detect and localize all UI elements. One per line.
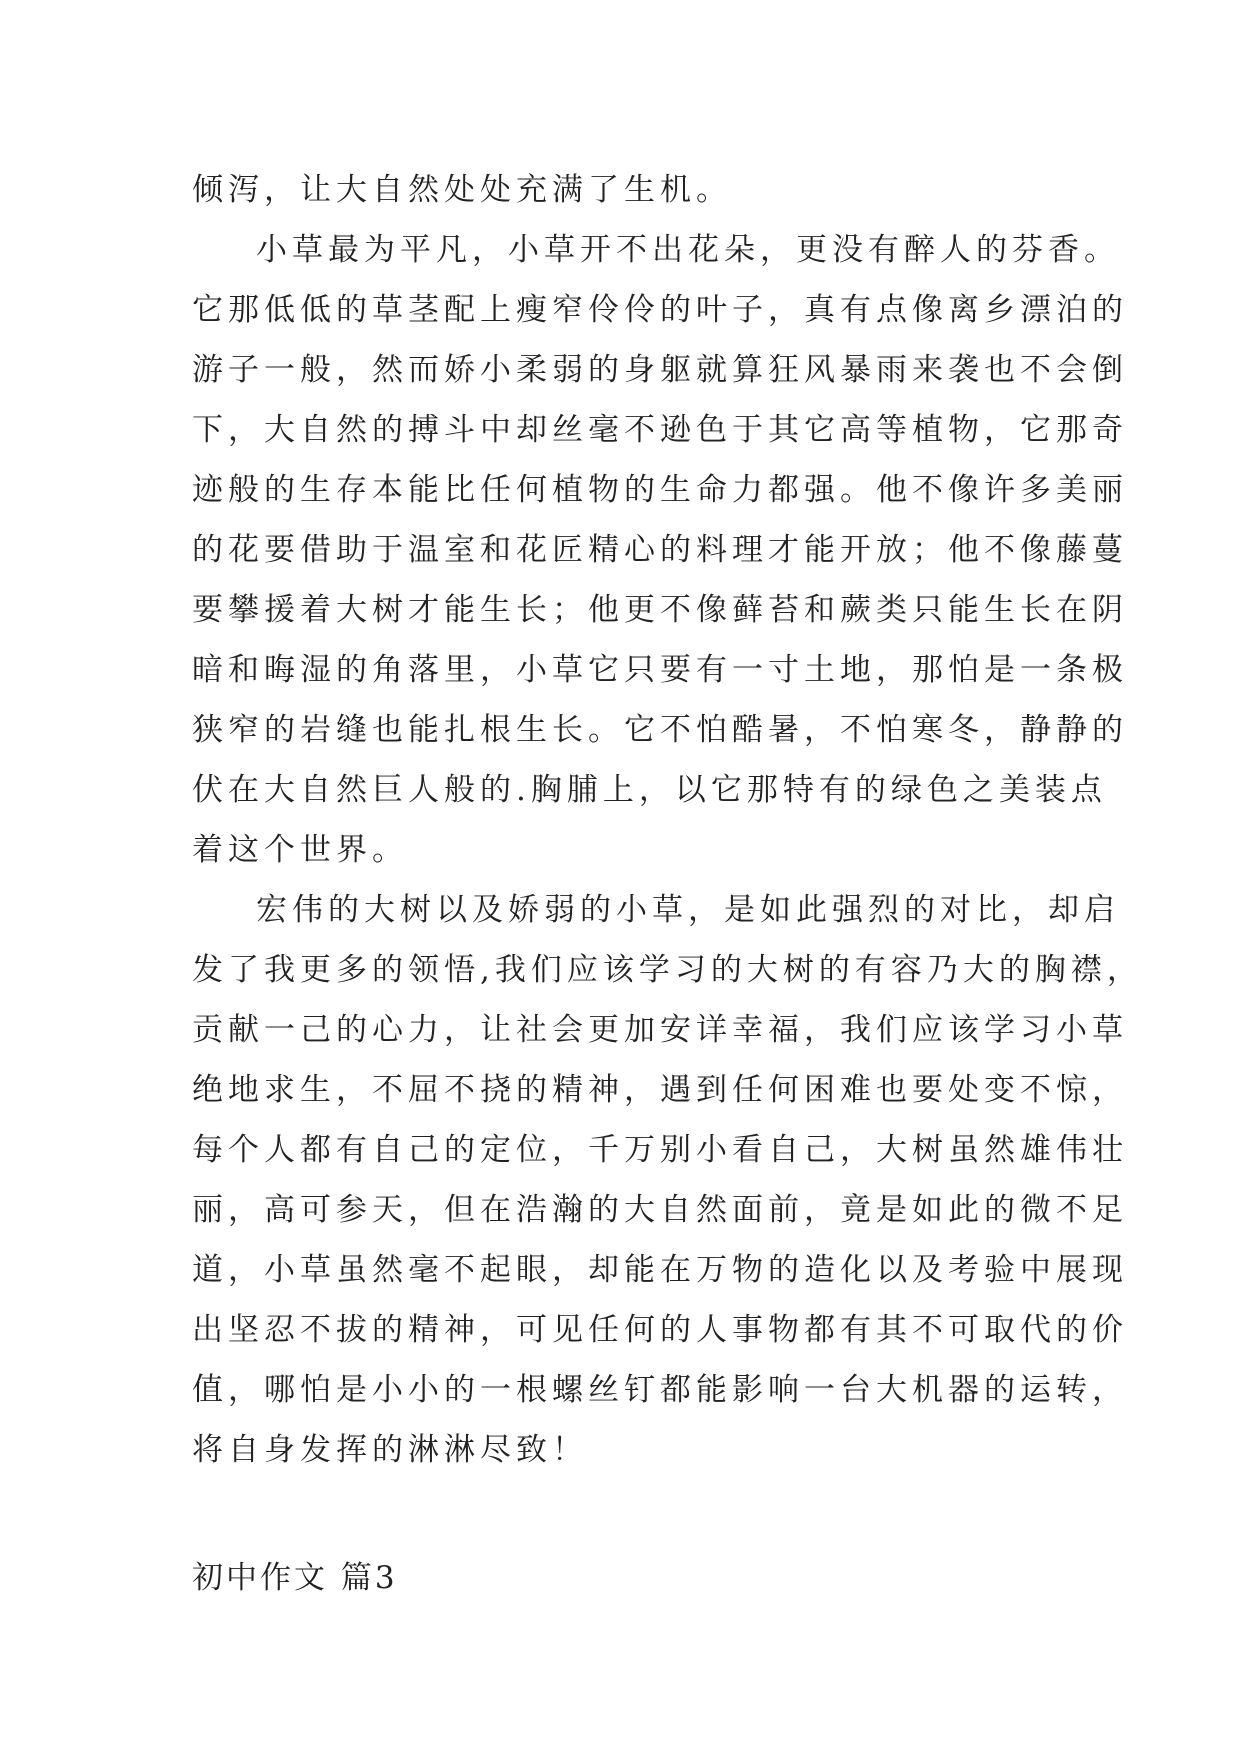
paragraph-line: 着这个世界。 xyxy=(192,832,408,868)
paragraph-line: 游子一般，然而娇小柔弱的身躯就算狂风暴雨来袭也不会倒 xyxy=(192,352,1128,388)
paragraph-3 xyxy=(192,880,1143,1480)
paragraph-line: 小草最为平凡，小草开不出花朵，更没有醉人的芬香。 xyxy=(256,232,1120,268)
paragraph-line: 贡献一己的心力，让社会更加安详幸福，我们应该学习小草 xyxy=(192,1012,1128,1048)
essay-body xyxy=(192,160,1143,1608)
paragraph-2 xyxy=(192,220,1128,880)
paragraph-line: 道，小草虽然毫不起眼，却能在万物的造化以及考验中展现 xyxy=(192,1252,1128,1288)
section-heading: 初中作文 篇3 xyxy=(192,1560,398,1596)
paragraph-1 xyxy=(192,160,1072,220)
paragraph-line: 绝地求生，不屈不挠的精神，遇到任何困难也要处变不惊， xyxy=(192,1072,1128,1108)
paragraph-line: 下，大自然的搏斗中却丝毫不逊色于其它高等植物，它那奇 xyxy=(192,412,1128,448)
paragraph-line: 伏在大自然巨人般的.胸脯上，以它那特有的绿色之美装点 xyxy=(192,772,1107,808)
paragraph-line: 值，哪怕是小小的一根螺丝钉都能影响一台大机器的运转， xyxy=(192,1372,1128,1408)
paragraph-line: 出坚忍不拔的精神，可见任何的人事物都有其不可取代的价 xyxy=(192,1312,1128,1348)
paragraph-line: 每个人都有自己的定位，千万别小看自己，大树虽然雄伟壮 xyxy=(192,1132,1128,1168)
paragraph-line: 狭窄的岩缝也能扎根生长。它不怕酷暑，不怕寒冬，静静的 xyxy=(192,712,1128,748)
paragraph-line: 丽，高可参天，但在浩瀚的大自然面前，竟是如此的微不足 xyxy=(192,1192,1128,1228)
paragraph-line: 倾泻，让大自然处处充满了生机。 xyxy=(192,172,732,208)
paragraph-line: 宏伟的大树以及娇弱的小草，是如此强烈的对比，却启 xyxy=(256,892,1120,928)
paragraph-line: 要攀援着大树才能生长；他更不像藓苔和蕨类只能生长在阴 xyxy=(192,592,1128,628)
paragraph-line: 的花要借助于温室和花匠精心的料理才能开放；他不像藤蔓 xyxy=(192,532,1128,568)
paragraph-line: 暗和晦湿的角落里，小草它只要有一寸土地，那怕是一条极 xyxy=(192,652,1128,688)
paragraph-line: 发了我更多的领悟,我们应该学习的大树的有容乃大的胸襟， xyxy=(192,952,1143,988)
paragraph-line: 迹般的生存本能比任何植物的生命力都强。他不像许多美丽 xyxy=(192,472,1128,508)
paragraph-line: 它那低低的草茎配上瘦窄伶伶的叶子，真有点像离乡漂泊的 xyxy=(192,292,1128,328)
section-spacer xyxy=(192,1480,1072,1548)
paragraph-line: 将自身发挥的淋淋尽致！ xyxy=(192,1432,588,1468)
